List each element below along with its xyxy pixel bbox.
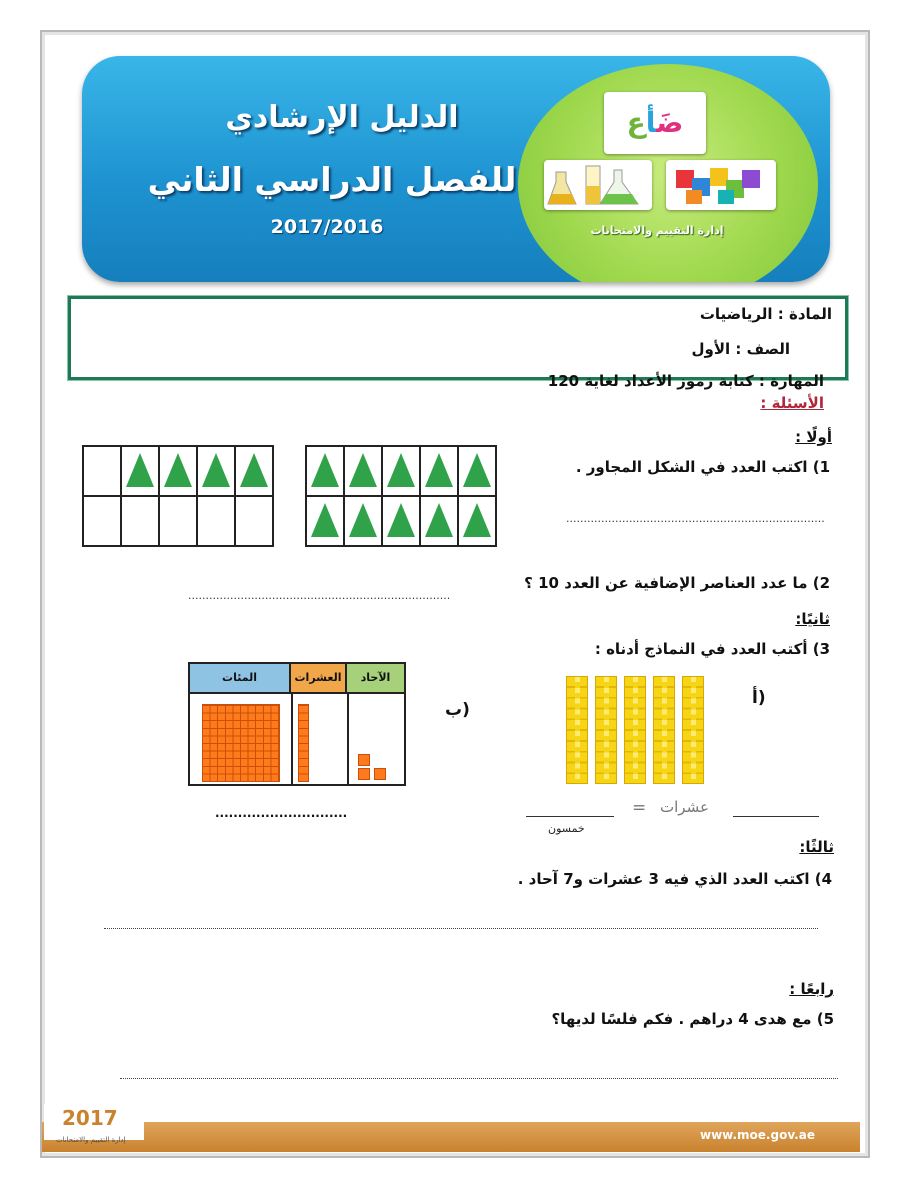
frame-cell — [344, 446, 382, 496]
triangle-icon — [347, 499, 379, 539]
ten-rod-orange — [298, 704, 309, 782]
b-answer-line[interactable]: ............................. — [215, 806, 348, 820]
question-2: 2) ما عدد العناصر الإضافية عن العدد 10 ؟ — [524, 574, 830, 592]
section4-title: رابعًا : — [789, 980, 834, 998]
frame-cell — [159, 446, 197, 496]
numbers-image — [666, 160, 776, 210]
tens-header: العشرات — [291, 664, 347, 694]
ten-rods-group — [566, 676, 706, 784]
numbers-icon — [666, 160, 776, 210]
frame-cell — [121, 446, 159, 496]
part-a-label: أ) — [752, 688, 766, 708]
equals-sign: = — [632, 798, 647, 818]
table-divider — [291, 694, 293, 784]
q1-answer-line[interactable]: .......................................................................... — [566, 512, 825, 525]
frame-cell — [420, 446, 458, 496]
part-b-label: ب) — [445, 700, 470, 720]
triangle-icon — [385, 499, 417, 539]
footer-department: إدارة التقييم والامتحانات — [56, 1136, 126, 1144]
ten-frame-full — [305, 445, 497, 547]
number-blank[interactable] — [526, 816, 614, 817]
frame-cell — [83, 496, 121, 546]
flasks-icon — [544, 160, 652, 210]
triangle-icon — [200, 449, 232, 489]
ten-rod — [682, 676, 704, 784]
banner-year: 2017/2016 — [270, 216, 384, 238]
banner-title-line1: الدليل الإرشادي — [225, 100, 459, 135]
section1-title: أولًا : — [795, 428, 832, 446]
ten-rod — [624, 676, 646, 784]
ten-rod — [595, 676, 617, 784]
one-cube — [358, 768, 370, 780]
frame-cell — [235, 496, 273, 546]
triangle-icon — [423, 449, 455, 489]
subject-label: المادة : الرياضيات — [699, 305, 832, 323]
frame-cell — [306, 446, 344, 496]
frame-cell — [458, 446, 496, 496]
triangle-icon — [385, 449, 417, 489]
q2-answer-line[interactable]: ........................................................................... — [188, 589, 451, 602]
frame-cell — [197, 496, 235, 546]
triangle-icon — [347, 449, 379, 489]
frame-cell — [159, 496, 197, 546]
frame-cell — [458, 496, 496, 546]
frame-cell — [344, 496, 382, 546]
frame-cell — [235, 446, 273, 496]
ten-rod — [653, 676, 675, 784]
hundred-flat — [202, 704, 280, 782]
table-divider — [347, 694, 349, 784]
logo-text: ضَأع — [626, 106, 684, 139]
tens-blank[interactable] — [733, 816, 819, 817]
logo-box — [604, 92, 706, 154]
frame-cell — [121, 496, 159, 546]
science-image — [544, 160, 652, 210]
questions-heading: الأسئلة : — [760, 394, 824, 412]
header-banner — [82, 56, 830, 282]
q5-answer-line[interactable] — [120, 1078, 838, 1079]
section2-title: ثانيًا: — [795, 610, 830, 628]
skill-label: المهارة : كتابة رموز الأعداد لغاية 120 — [547, 372, 824, 390]
banner-department: إدارة التقييم والامتحانات — [590, 224, 724, 237]
ten-frame-partial — [82, 445, 274, 547]
triangle-icon — [461, 499, 493, 539]
banner-title-line2: للفصل الدراسي الثاني — [147, 160, 517, 199]
triangle-icon — [461, 449, 493, 489]
grade-label: الصف : الأول — [691, 340, 790, 358]
frame-cell — [382, 496, 420, 546]
triangle-icon — [423, 499, 455, 539]
question-5: 5) مع هدى 4 دراهم . فكم فلسًا لديها؟ — [551, 1010, 834, 1028]
frame-cell — [420, 496, 458, 546]
ones-header: الآحاد — [347, 664, 404, 694]
answer-word: خمسون — [548, 822, 585, 835]
one-cube — [374, 768, 386, 780]
hundreds-header: المئات — [190, 664, 291, 694]
triangle-icon — [309, 449, 341, 489]
triangle-icon — [238, 449, 270, 489]
ten-rod — [566, 676, 588, 784]
footer-year: 2017 — [62, 1106, 118, 1130]
triangle-icon — [124, 449, 156, 489]
triangle-icon — [162, 449, 194, 489]
tens-word: عشرات — [660, 798, 709, 816]
question-3: 3) أكتب العدد في النماذج أدناه : — [594, 640, 830, 658]
question-1: 1) اكتب العدد في الشكل المجاور . — [575, 458, 830, 476]
triangle-icon — [309, 499, 341, 539]
one-cube — [358, 754, 370, 766]
place-value-table — [188, 662, 406, 786]
frame-cell — [382, 446, 420, 496]
footer-url[interactable]: www.moe.gov.ae — [700, 1128, 815, 1142]
q4-answer-line[interactable] — [104, 928, 818, 929]
section3-title: ثالثًا: — [799, 838, 834, 856]
question-4: 4) اكتب العدد الذي فيه 3 عشرات و7 آحاد . — [517, 870, 832, 888]
frame-cell — [197, 446, 235, 496]
frame-cell — [306, 496, 344, 546]
frame-cell — [83, 446, 121, 496]
